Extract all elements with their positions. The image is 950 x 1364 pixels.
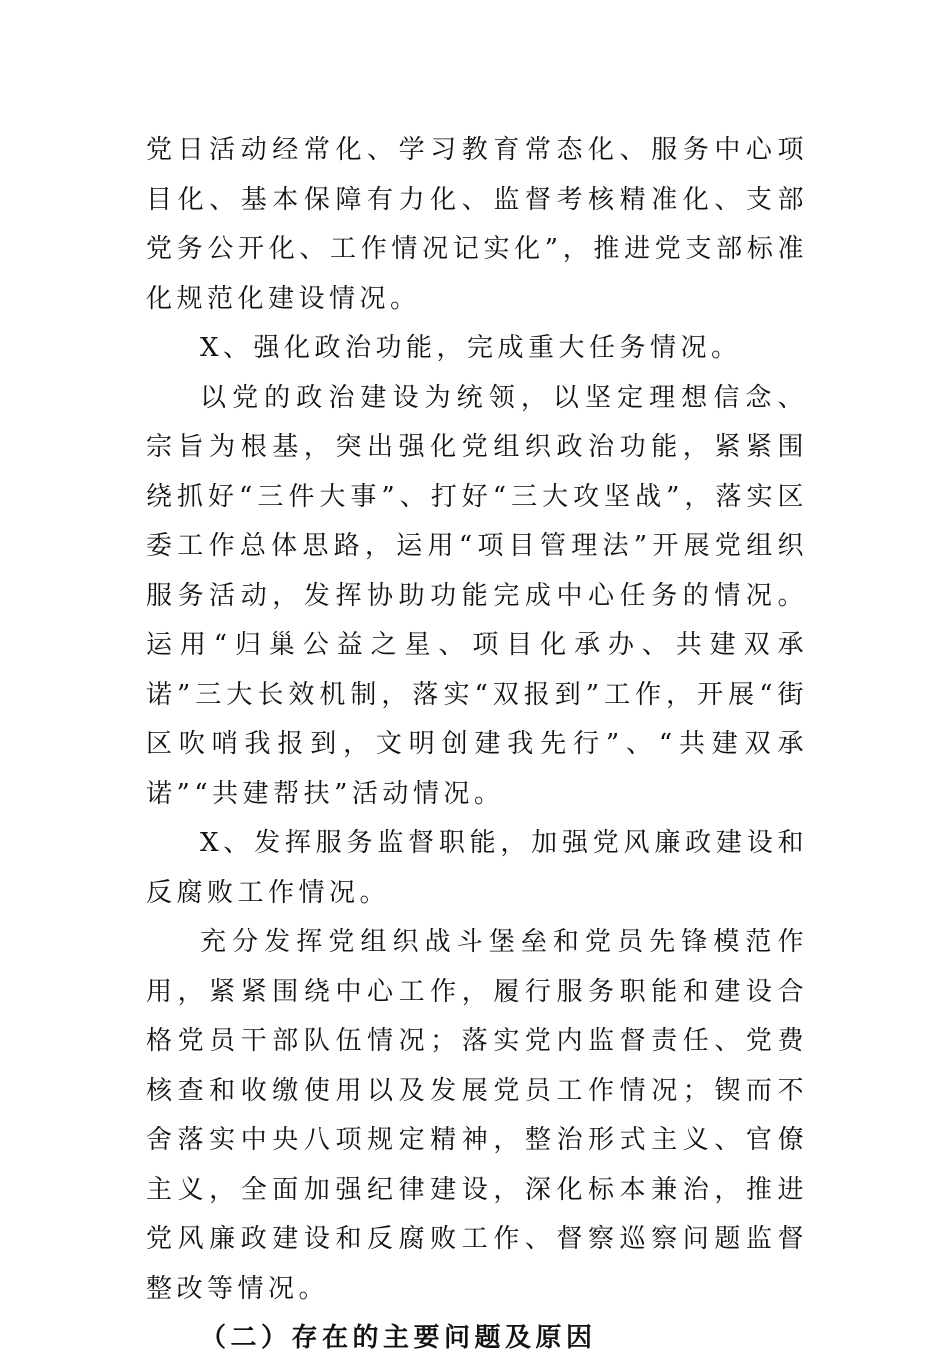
section-item-political-function: X、强化政治功能，完成重大任务情况。 [200, 333, 742, 363]
section-item-service-supervision: X、发挥服务监督职能，加强党风廉政建设和反腐败工作情况。 [146, 828, 808, 908]
paragraph-party-organization-role: 充分发挥党组织战斗堡垒和党员先锋模范作用，紧紧围绕中心工作，履行服务职能和建设合格党员干部队伍情况；落实党内监督责任、党费核查和收缴使用以及发展党员工作情况；锲而不舍落实中央八项规定精神，整治形式主义、官僚主义，全面加强纪律建设，深化标本兼治，推进党风廉政建设和反腐败工作、督察巡察问题监督整改等情况。 [146, 927, 808, 1304]
section-heading-main-problems: （二）存在的主要问题及原因 [200, 1323, 597, 1353]
paragraph-political-building: 以党的政治建设为统领，以坚定理想信念、宗旨为根基，突出强化党组织政治功能，紧紧围绕抓好“三件大事”、打好“三大攻坚战”，落实区委工作总体思路，运用“项目管理法”开展党组织服务活动，发挥协助功能完成中心任务的情况。运用“归巢公益之星、项目化承办、共建双承诺”三大长效机制，落实“双报到”工作，开展“街区吹哨我报到，文明创建我先行”、“共建双承诺”“共建帮扶”活动情况。 [146, 382, 808, 809]
paragraph-continuation: 党日活动经常化、学习教育常态化、服务中心项目化、基本保障有力化、监督考核精准化、支部党务公开化、工作情况记实化”，推进党支部标准化规范化建设情况。 [146, 135, 808, 314]
document-body [146, 126, 808, 1364]
